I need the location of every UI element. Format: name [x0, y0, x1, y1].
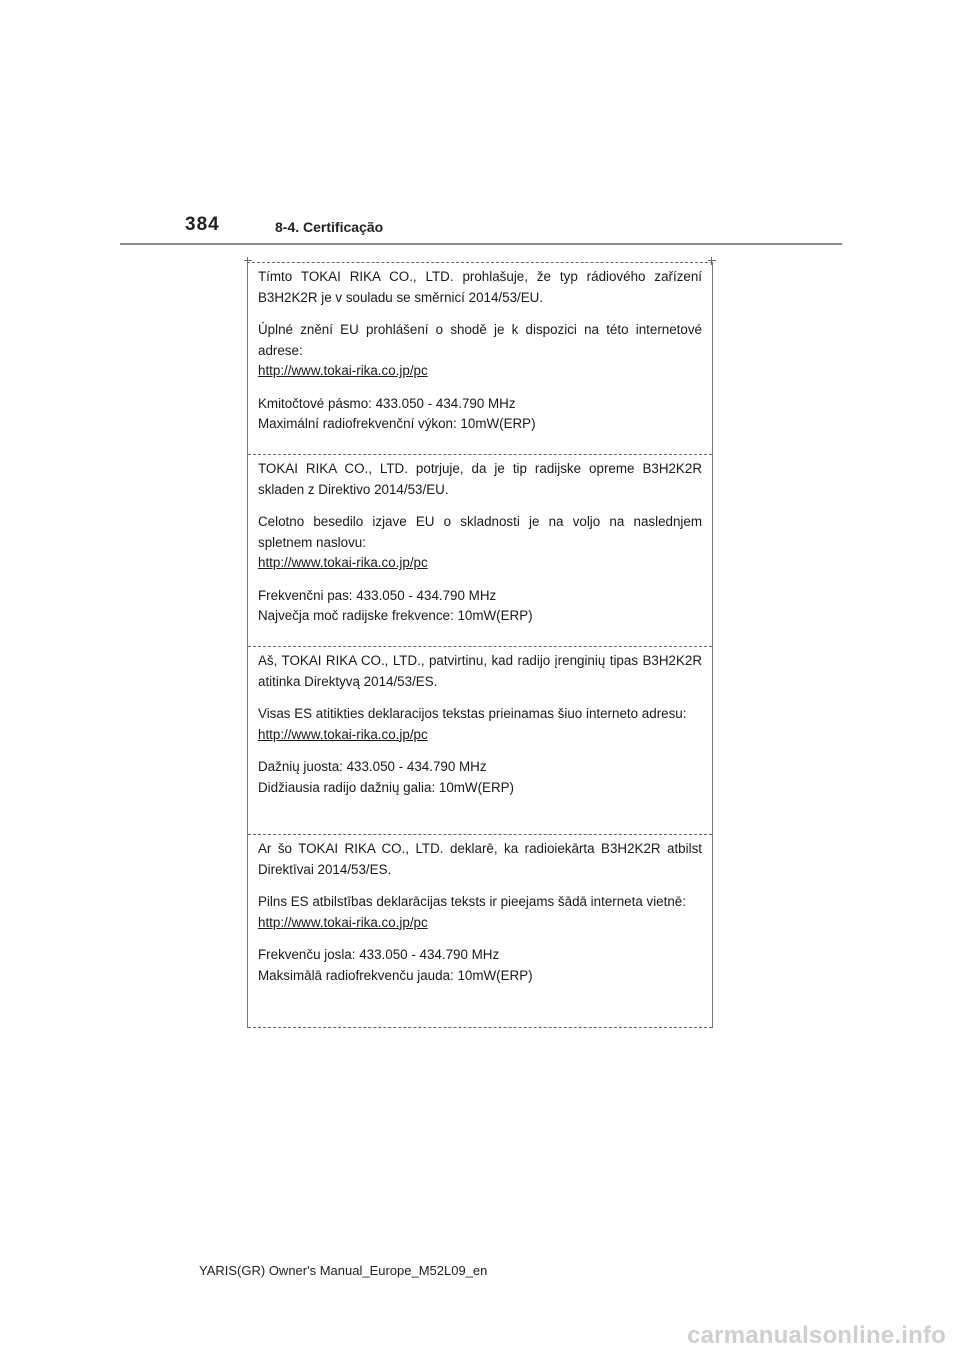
- declaration-url-link[interactable]: http://www.tokai-rika.co.jp/pc: [258, 726, 428, 742]
- page-number: 384: [185, 214, 220, 235]
- frequency-band: Dažnių juosta: 433.050 - 434.790 MHz: [258, 759, 487, 774]
- frequency-band: Frekvenču josla: 433.050 - 434.790 MHz: [258, 947, 500, 962]
- declaration-full-text-intro: Visas ES atitikties deklaracijos tekstas prieinamas šiuo interneto adresu:: [258, 706, 687, 721]
- max-power: Didžiausia radijo dažnių galia: 10mW(ERP): [258, 779, 515, 795]
- declaration-full-text-intro: Pilns ES atbilstības deklarācijas teksts ir pieejams šādā interneta vietnē:: [258, 894, 686, 909]
- header-divider: [120, 243, 842, 245]
- declarations-table: [247, 262, 713, 1028]
- declaration-lithuanian: [248, 647, 712, 835]
- declaration-statement: Aš, TOKAI RIKA CO., LTD., patvirtinu, kad radijo įrenginių tipas B3H2K2R atitinka Direktyvą 2014/53/ES.: [258, 653, 702, 689]
- manual-id: YARIS(GR) Owner's Manual_Europe_M52L09_en: [199, 1263, 488, 1278]
- declaration-full-text-intro: Úplné znění EU prohlášení o shodě je k dispozici na této internetové adrese:: [258, 322, 702, 358]
- declaration-url-link[interactable]: http://www.tokai-rika.co.jp/pc: [258, 555, 428, 570]
- max-power: Maximální radiofrekvenční výkon: 10mW(ERP): [258, 416, 536, 431]
- max-power: Največja moč radijske frekvence: 10mW(ERP): [258, 608, 533, 623]
- frequency-band: Kmitočtové pásmo: 433.050 - 434.790 MHz: [258, 395, 516, 411]
- max-power: Maksimālā radiofrekvenču jauda: 10mW(ERP): [258, 967, 533, 983]
- watermark: carmanualsonline.info: [687, 1322, 946, 1349]
- declaration-statement: TOKAI RIKA CO., LTD. potrjuje, da je tip radijske opreme B3H2K2R skladen z Direktivo 2014/53/EU.: [258, 461, 702, 497]
- page-header: [0, 0, 960, 250]
- frequency-band: Frekvenčni pas: 433.050 - 434.790 MHz: [258, 587, 497, 603]
- declaration-url-link[interactable]: http://www.tokai-rika.co.jp/pc: [258, 914, 428, 930]
- declaration-url-link[interactable]: http://www.tokai-rika.co.jp/pc: [258, 363, 428, 378]
- declaration-statement: Tímto TOKAI RIKA CO., LTD. prohlašuje, že typ rádiového zařízení B3H2K2R je v souladu se směrnicí 2014/53/EU.: [258, 269, 702, 305]
- declaration-full-text-intro: Celotno besedilo izjave EU o skladnosti je na voljo na naslednjem spletnem naslovu:: [258, 514, 702, 550]
- section-title: 8-4. Certificação: [275, 219, 384, 235]
- declaration-statement: Ar šo TOKAI RIKA CO., LTD. deklarē, ka radioiekārta B3H2K2R atbilst Direktīvai 2014/53/ES.: [258, 841, 702, 877]
- declaration-latvian: [248, 835, 712, 1028]
- declaration-czech: [248, 263, 712, 455]
- declaration-slovenian: [248, 455, 712, 647]
